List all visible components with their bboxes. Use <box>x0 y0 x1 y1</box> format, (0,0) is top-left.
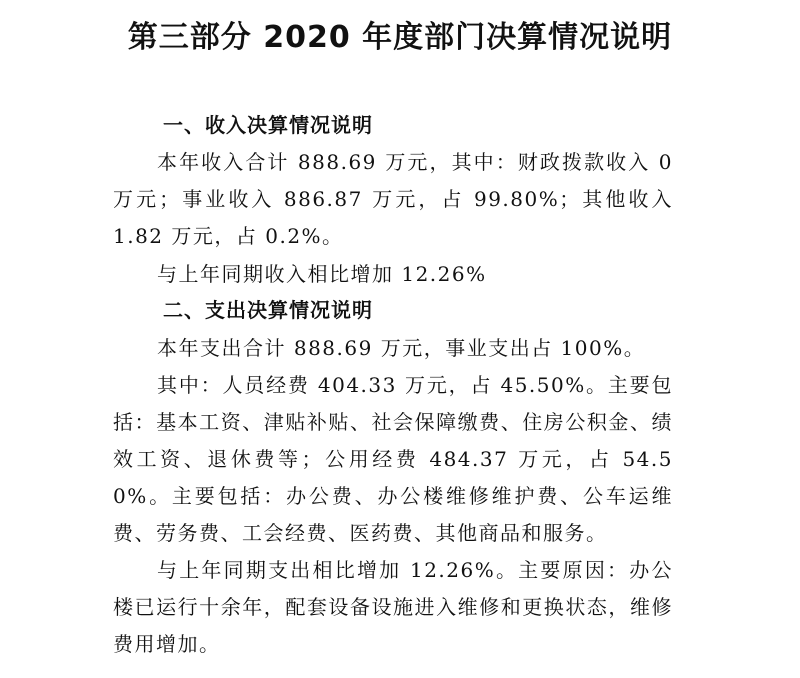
paragraph-expenditure-change: 与上年同期支出相比增加 12.26%。主要原因：办公楼已运行十余年，配套设备设施进入维修和更换状态，维修费用增加。 <box>113 558 673 656</box>
paragraph-income-change: 与上年同期收入相比增加 12.26% <box>157 262 487 286</box>
paragraph-expenditure-breakdown: 其中：人员经费 404.33 万元，占 45.50%。主要包括：基本工资、津贴补贴、社会保障缴费、住房公积金、绩效工资、退休费等；公用经费 484.37 万元，占 54.50%。主要包括：办公费、办公楼维修维护费、公车运维费、劳务费、工会经费、医药费、其他商品和服务。 <box>113 373 673 545</box>
section-heading-income: 一、收入决算情况说明 <box>163 113 373 137</box>
paragraph-income-total: 本年收入合计 888.69 万元，其中：财政拨款收入 0 万元；事业收入 886.87 万元，占 99.80%；其他收入 1.82 万元，占 0.2%。 <box>113 150 673 248</box>
page-title: 第三部分 2020 年度部门决算情况说明 <box>127 20 673 55</box>
paragraph-expenditure-total: 本年支出合计 888.69 万元，事业支出占 100%。 <box>157 336 646 360</box>
section-heading-expenditure: 二、支出决算情况说明 <box>163 298 373 322</box>
